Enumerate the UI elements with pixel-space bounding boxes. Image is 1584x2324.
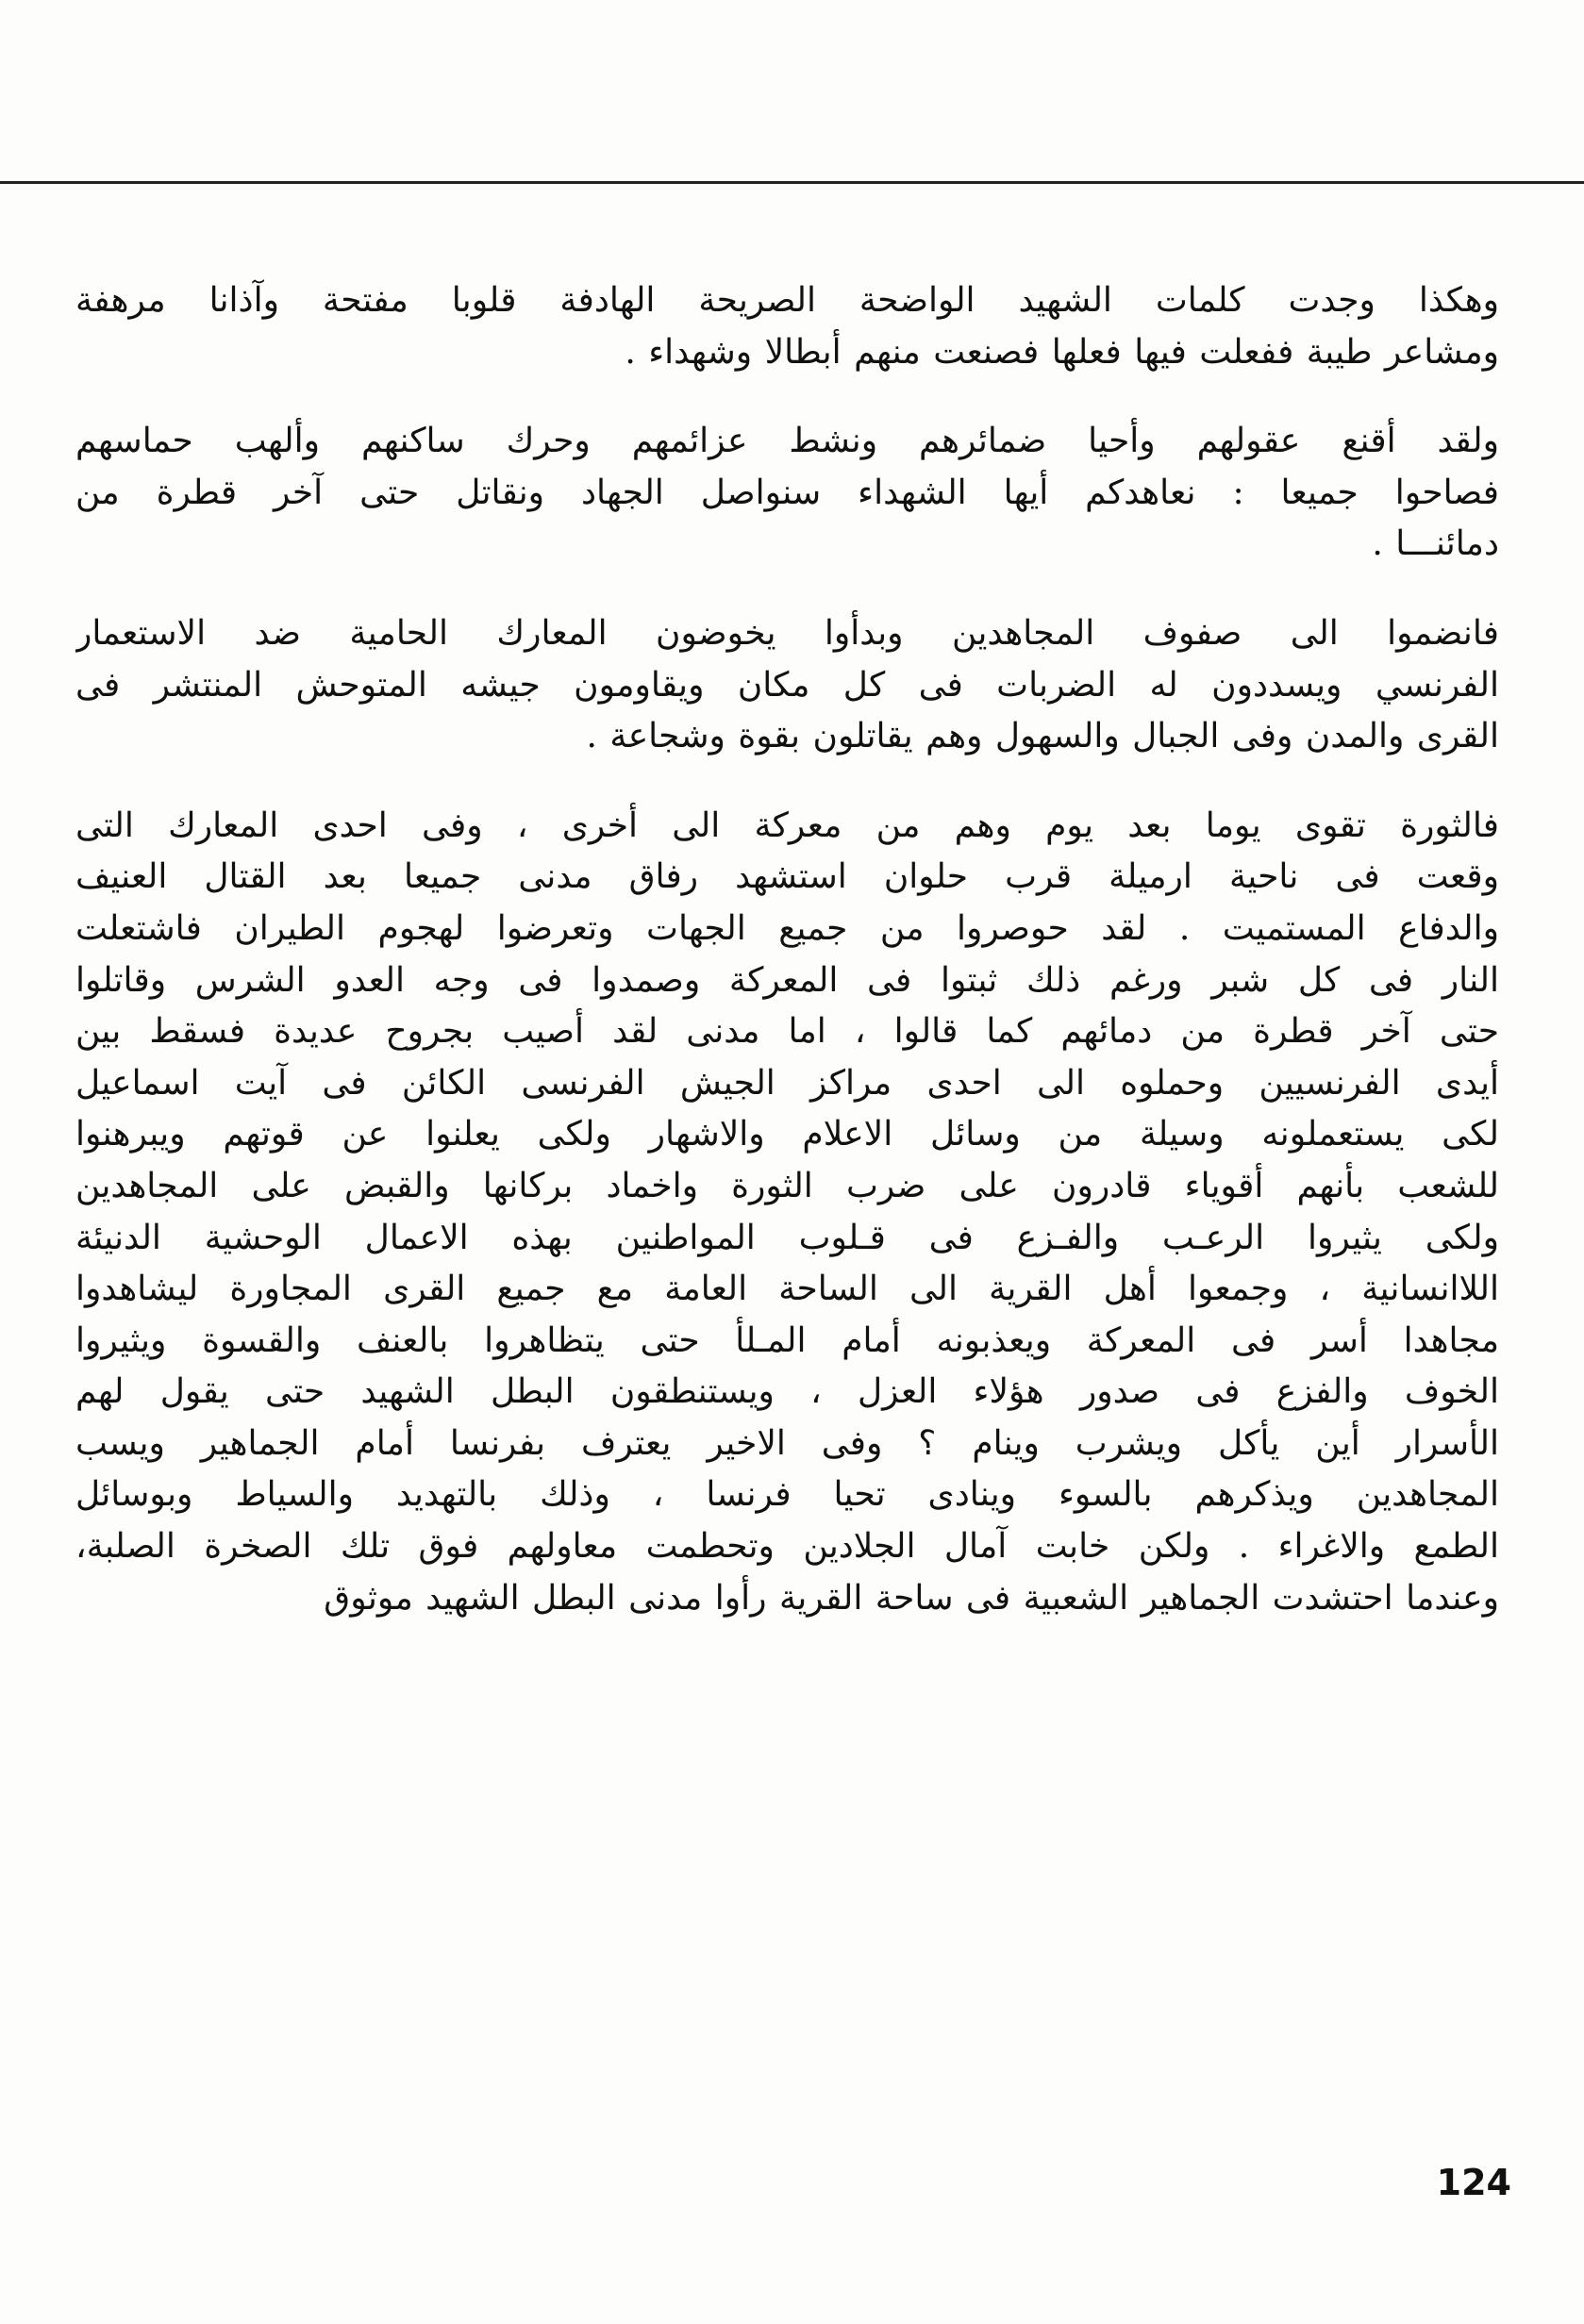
text-line: النار فى كل شبر ورغم ذلك ثبتوا فى المعركة وصمدوا فى وجه العدو الشرس وقاتلوا: [75, 960, 1499, 1000]
text-line: الأسرار أين يأكل ويشرب وينام ؟ وفى الاخير يعترف بفرنسا أمام الجماهير ويسب: [75, 1423, 1499, 1463]
text-line: اللاانسانية ، وجمعوا أهل القرية الى الساحة العامة مع جميع القرى المجاورة ليشاهدوا: [75, 1270, 1499, 1309]
page-number: 124: [1436, 2162, 1511, 2203]
text-line: المجاهدين ويذكرهم بالسوء وينادى تحيا فرنسا ، وذلك بالتهديد والسياط وبوسائل: [75, 1475, 1499, 1515]
text-line: حتى آخر قطرة من دمائهم كما قالوا ، اما مدنى لقد أصيب بجروح عديدة فسقط بين: [75, 1012, 1499, 1052]
text-line: ومشاعر طيبة ففعلت فيها فعلها فصنعت منهم أبطالا وشهداء .: [625, 332, 1499, 372]
text-line: القرى والمدن وفى الجبال والسهول وهم يقاتلون بقوة وشجاعة .: [586, 717, 1499, 756]
text-line: دمائنـــا .: [1372, 524, 1499, 564]
header-rule: [0, 181, 1584, 184]
text-line: للشعب بأنهم أقوياء قادرون على ضرب الثورة واخماد بركانها والقبض على المجاهدين: [75, 1166, 1499, 1205]
text-line: الخوف والفزع فى صدور هؤلاء العزل ، ويستنطقون البطل الشهيد حتى يقول لهم: [75, 1372, 1499, 1412]
body-text: [75, 275, 1499, 1624]
text-line: وقعت فى ناحية ارميلة قرب حلوان استشهد رفاق مدنى جميعا بعد القتال العنيف: [75, 857, 1499, 897]
text-line: ولقد أقنع عقولهم وأحيا ضمائرهم ونشط عزائمهم وحرك ساكنهم وألهب حماسهم: [75, 422, 1499, 461]
text-line: الطمع والاغراء . ولكن خابت آمال الجلادين وتحطمت معاولهم فوق تلك الصخرة الصلبة،: [75, 1527, 1499, 1567]
paragraph-3: [75, 608, 1499, 763]
text-line: ولكى يثيروا الرعـب والفـزع فى قـلوب المواطنين بهذه الاعمال الوحشية الدنيئة: [75, 1218, 1499, 1257]
text-line: وهكذا وجدت كلمات الشهيد الواضحة الصريحة الهادفة قلوبا مفتحة وآذانا مرهفة: [75, 281, 1499, 320]
text-line: وعندما احتشدت الجماهير الشعبية فى ساحة القرية رأوا مدنى البطل الشهيد موثوق: [324, 1578, 1499, 1618]
text-line: والدفاع المستميت . لقد حوصروا من جميع الجهات وتعرضوا لهجوم الطيران فاشتعلت: [75, 908, 1499, 948]
text-line: مجاهدا أسر فى المعركة ويعذبونه أمام المـلأ حتى يتظاهروا بالعنف والقسوة ويثيروا: [75, 1320, 1499, 1360]
text-line: فانضموا الى صفوف المجاهدين وبدأوا يخوضون المعارك الحامية ضد الاستعمار: [75, 613, 1499, 653]
paragraph-4: [75, 801, 1499, 1625]
text-line: فصاحوا جميعا : نعاهدكم أيها الشهداء سنواصل الجهاد ونقاتل حتى آخر قطرة من: [75, 473, 1499, 512]
text-line: الفرنسي ويسددون له الضربات فى كل مكان ويقاومون جيشه المتوحش المنتشر فى: [75, 665, 1499, 705]
paragraph-1: [75, 275, 1499, 378]
text-line: أيدى الفرنسيين وحملوه الى احدى مراكز الجيش الفرنسى الكائن فى آيت اسماعيل: [75, 1063, 1499, 1103]
text-line: لكى يستعملونه وسيلة من وسائل الاعلام والاشهار ولكى يعلنوا عن قوتهم ويبرهنوا: [75, 1115, 1499, 1154]
paragraph-2: [75, 416, 1499, 571]
text-line: فالثورة تقوى يوما بعد يوم وهم من معركة الى أخرى ، وفى احدى المعارك التى: [75, 805, 1499, 845]
